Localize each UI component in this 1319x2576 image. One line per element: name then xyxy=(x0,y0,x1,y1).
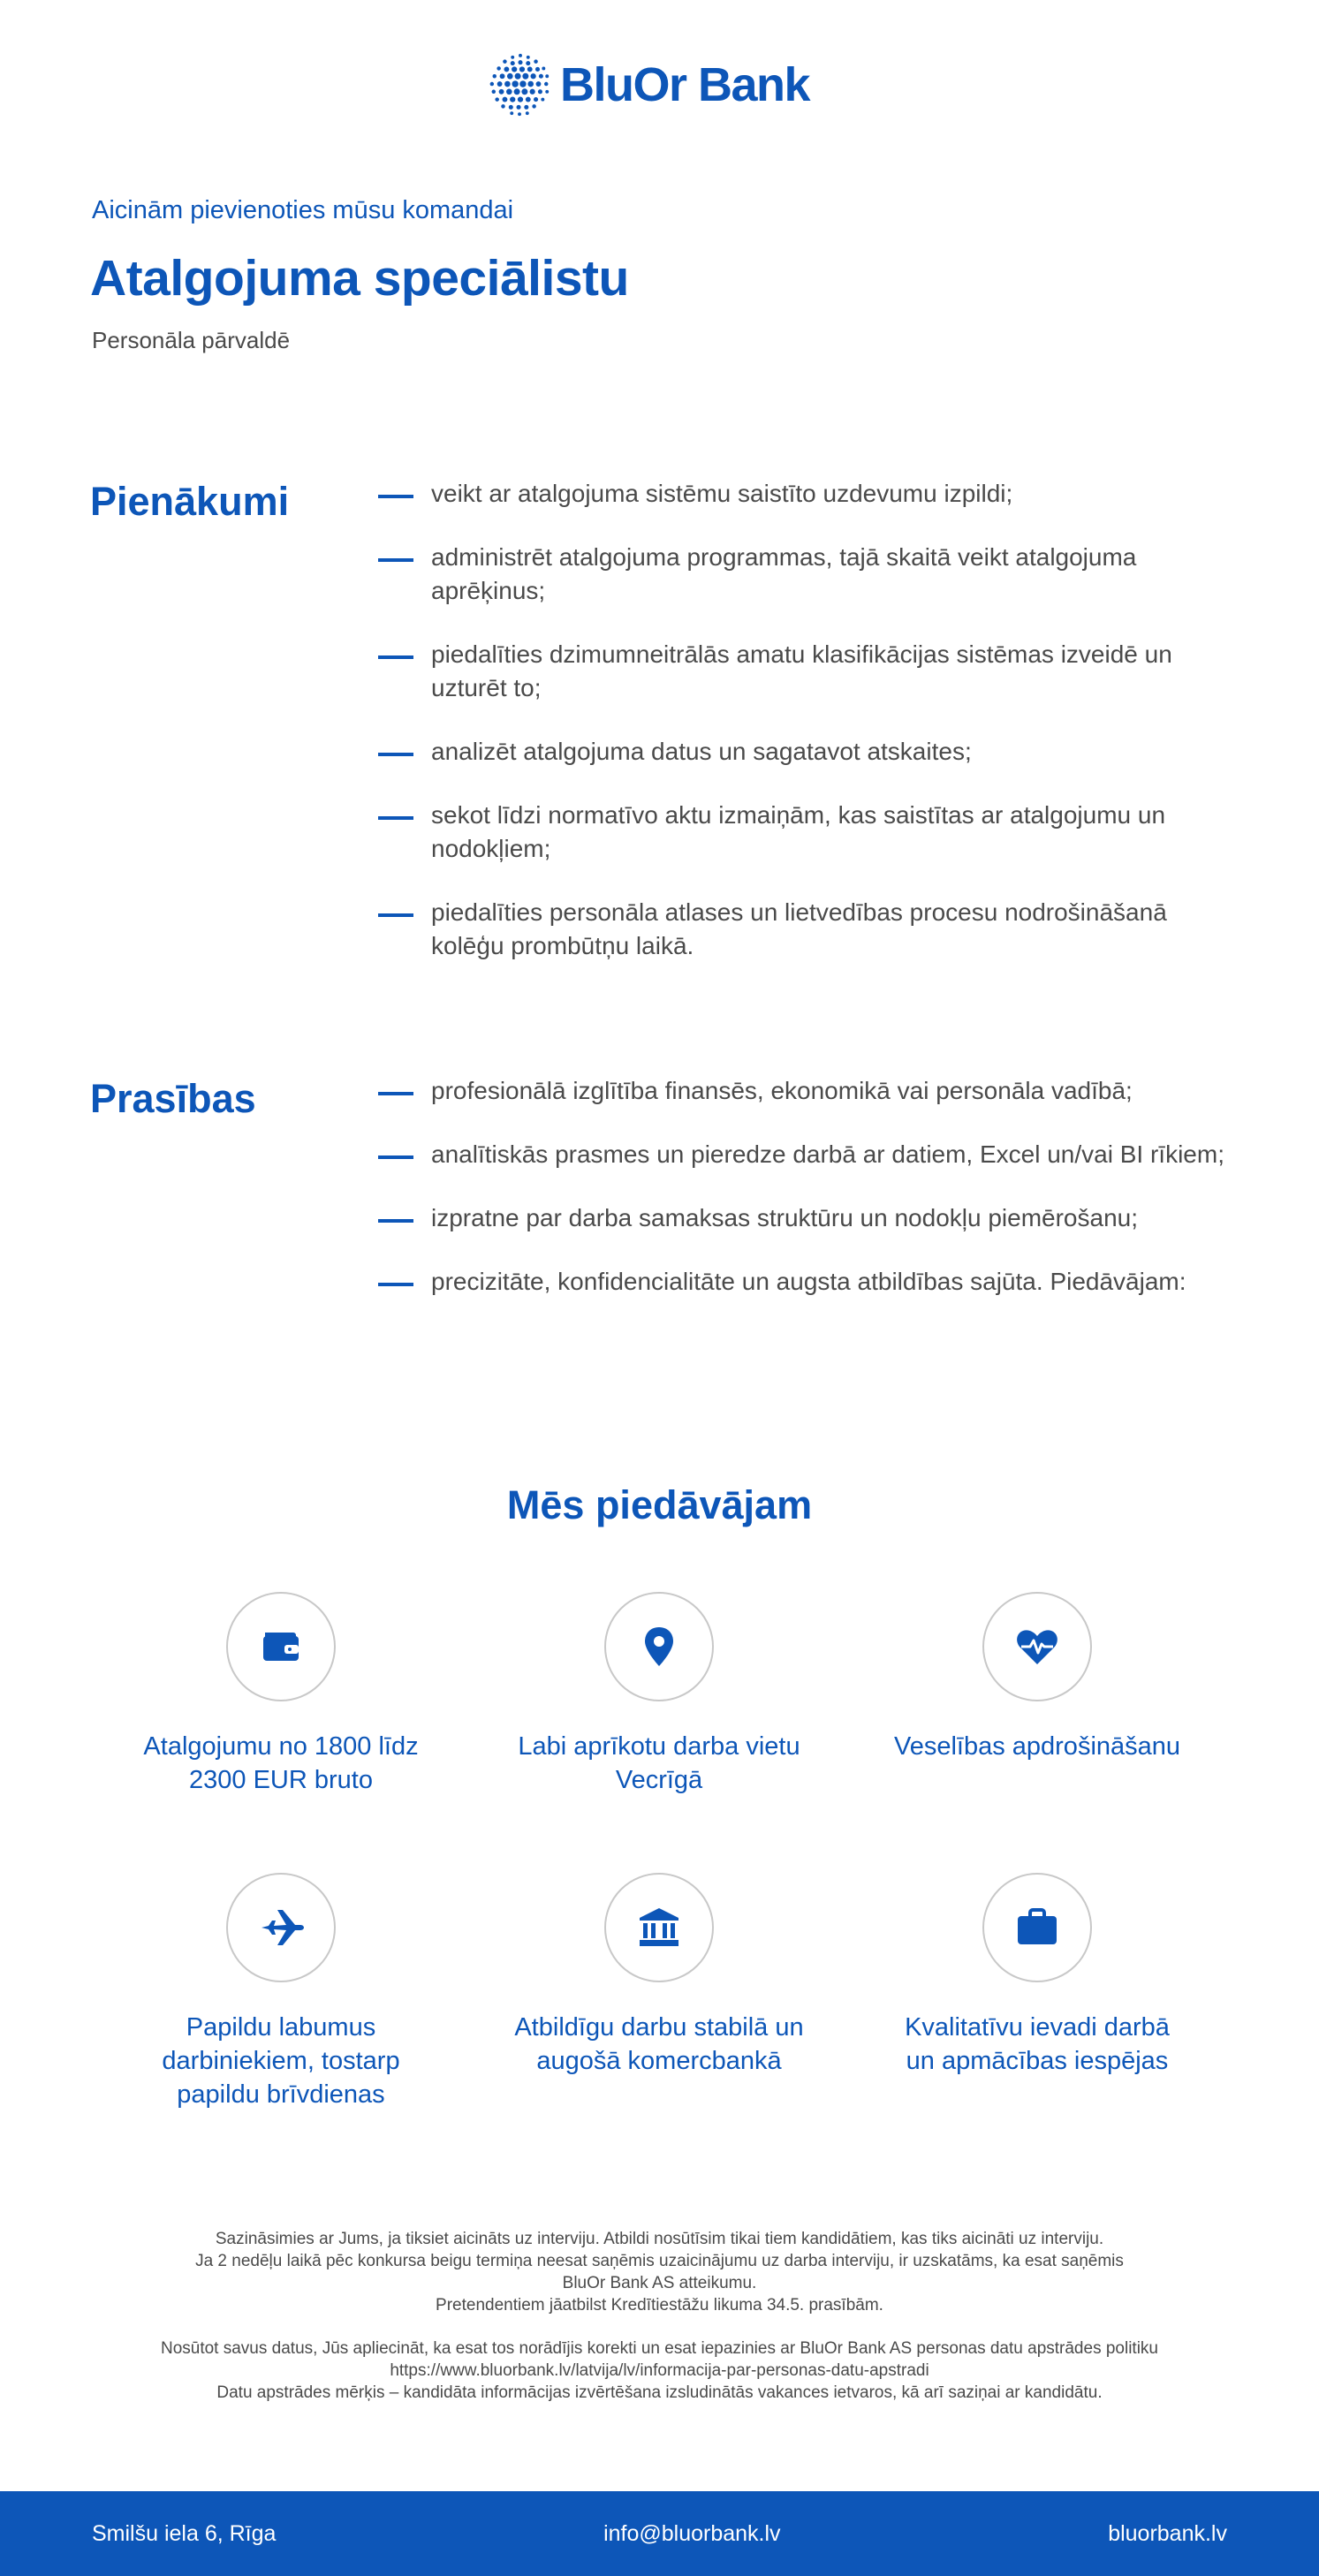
dash-icon xyxy=(378,1283,413,1286)
fine-print-line: Pretendentiem jāatbilst Kredītiestāžu likuma 34.5. prasībām. xyxy=(436,2296,883,2315)
list-item: veikt ar atalgojuma sistēmu saistīto uzdevumu izpildi; xyxy=(378,477,1226,511)
fine-print-contact xyxy=(71,2228,1248,2316)
dash-icon xyxy=(378,655,413,659)
fine-print-line: BluOr Bank AS atteikumu. xyxy=(562,2274,757,2292)
dash-icon xyxy=(378,1092,413,1095)
brand-logo xyxy=(486,49,809,120)
dash-icon xyxy=(378,913,413,917)
list-item: piedalīties personāla atlases un lietvedības procesu nodrošināšanā kolēģu prombūtņu laikā. xyxy=(378,896,1226,963)
benefit-icon-circle xyxy=(604,1873,714,1982)
benefit-salary xyxy=(113,1592,449,1797)
benefit-label: Veselības apdrošināšanu xyxy=(893,1732,1181,1761)
footer xyxy=(0,2491,1319,2576)
benefit-icon-circle xyxy=(604,1592,714,1701)
offer-title: Mēs piedāvājam xyxy=(506,1482,813,1527)
intro-text: Aicinām pievienoties mūsu komandai xyxy=(92,196,514,224)
airplane-icon xyxy=(256,1903,306,1952)
duties-list xyxy=(378,477,1226,993)
fine-print-line: Datu apstrādes mērķis – kandidāta informācijas izvērtēšana izsludinātās vakances ietvaros, kā arī saziņai ar kandidātu. xyxy=(216,2383,1103,2402)
list-item: precizitāte, konfidencialitāte un augsta atbildības sajūta. Piedāvājam: xyxy=(378,1265,1226,1299)
benefit-label: Kvalitatīvu ievadi darbā un apmācības iespējas xyxy=(905,2013,1170,2075)
dash-icon xyxy=(378,1219,413,1223)
requirements-list xyxy=(378,1074,1226,1329)
duties-title: Pienākumi xyxy=(90,479,290,524)
job-title: Atalgojuma speciālistu xyxy=(90,250,629,307)
briefcase-icon xyxy=(1012,1903,1062,1952)
footer-website[interactable]: bluorbank.lv xyxy=(1108,2520,1227,2546)
benefit-extra xyxy=(113,1873,449,2111)
list-item: piedalīties dzimumneitrālās amatu klasifikācijas sistēmas izveidē un uzturēt to; xyxy=(378,638,1226,705)
brand-name: BluOr Bank xyxy=(560,58,810,111)
footer-email[interactable]: info@bluorbank.lv xyxy=(603,2520,781,2546)
wallet-icon xyxy=(256,1622,306,1671)
dash-icon xyxy=(378,495,413,498)
benefit-workplace xyxy=(491,1592,827,1797)
benefit-icon-circle xyxy=(226,1592,336,1701)
fine-print-line: Ja 2 nedēļu laikā pēc konkursa beigu termiņa neesat saņēmis uzaicinājumu uz darba interviju, ir uzskatāms, ka esat saņēmis xyxy=(195,2252,1124,2270)
list-item: analizēt atalgojuma datus un sagatavot atskaites; xyxy=(378,735,1226,769)
dash-icon xyxy=(378,1155,413,1159)
benefit-training xyxy=(869,1873,1205,2078)
department: Personāla pārvaldē xyxy=(92,327,291,353)
dash-icon xyxy=(378,753,413,756)
benefit-icon-circle xyxy=(226,1873,336,1982)
list-item: analītiskās prasmes un pieredze darbā ar datiem, Excel un/vai BI rīkiem; xyxy=(378,1138,1226,1171)
heart-pulse-icon xyxy=(1012,1622,1062,1671)
benefit-icon-circle xyxy=(982,1592,1092,1701)
list-item: izpratne par darba samaksas struktūru un nodokļu piemērošanu; xyxy=(378,1201,1226,1235)
benefit-icon-circle xyxy=(982,1873,1092,1982)
list-item: sekot līdzi normatīvo aktu izmaiņām, kas saistītas ar atalgojumu un nodokļiem; xyxy=(378,799,1226,866)
benefit-label: Atalgojumu no 1800 līdz 2300 EUR bruto xyxy=(143,1732,419,1794)
dotted-sphere-icon xyxy=(486,50,555,119)
benefit-label: Papildu labumus darbiniekiem, tostarp papildu brīvdienas xyxy=(162,2013,400,2109)
list-item: administrēt atalgojuma programmas, tajā skaitā veikt atalgojuma aprēķinus; xyxy=(378,541,1226,608)
fine-print-line: Nosūtot savus datus, Jūs apliecināt, ka esat tos norādījis korekti un esat iepazinies ar BluOr Bank AS personas datu apstrādes politiku xyxy=(160,2339,1158,2358)
benefit-label: Atbildīgu darbu stabilā un augošā komercbankā xyxy=(514,2013,804,2075)
privacy-policy-link[interactable]: https://www.bluorbank.lv/latvija/lv/informacija-par-personas-datu-apstradi xyxy=(390,2361,929,2380)
dash-icon xyxy=(378,558,413,562)
fine-print-privacy xyxy=(71,2337,1248,2404)
bank-building-icon xyxy=(634,1903,684,1952)
list-item: profesionālā izglītība finansēs, ekonomikā vai personāla vadībā; xyxy=(378,1074,1226,1108)
benefit-stable-bank xyxy=(491,1873,827,2078)
fine-print-line: Sazināsimies ar Jums, ja tiksiet aicināts uz interviju. Atbildi nosūtīsim tikai tiem kandidātiem, kas tiks aicināti uz interviju. xyxy=(215,2230,1104,2248)
benefit-insurance xyxy=(869,1592,1205,1763)
requirements-title: Prasības xyxy=(90,1076,256,1121)
footer-address: Smilšu iela 6, Rīga xyxy=(92,2520,277,2546)
location-pin-icon xyxy=(634,1622,684,1671)
dash-icon xyxy=(378,816,413,820)
benefit-label: Labi aprīkotu darba vietu Vecrīgā xyxy=(518,1732,800,1794)
